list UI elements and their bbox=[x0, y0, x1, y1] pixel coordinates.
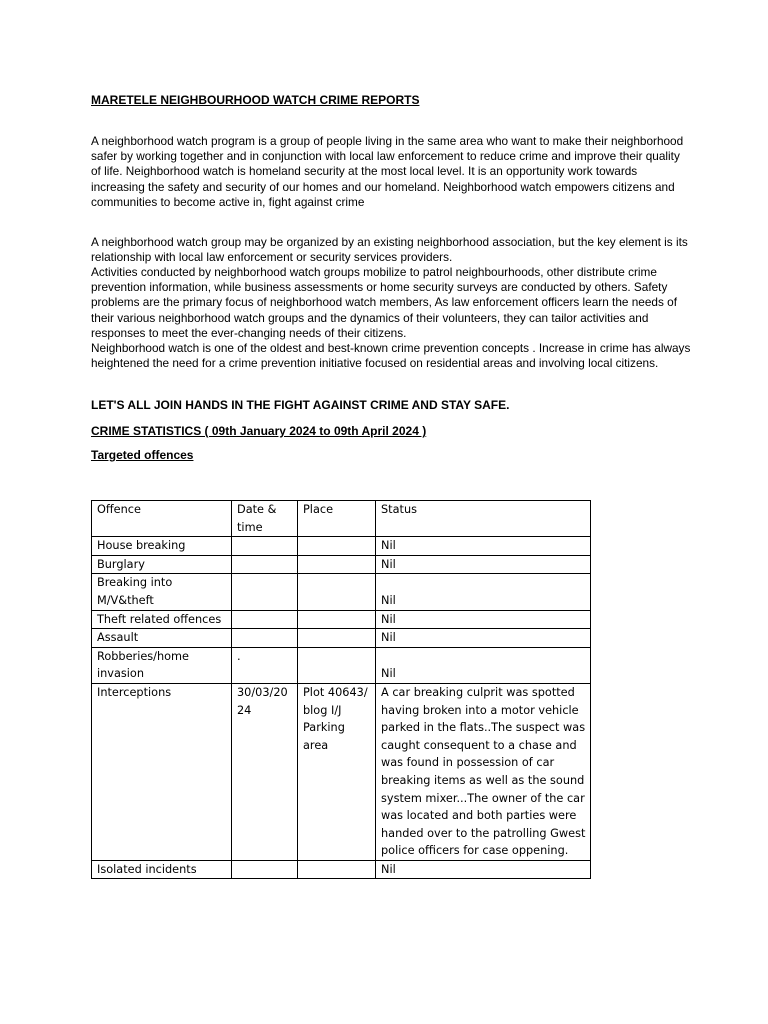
date-time-cell: . bbox=[232, 647, 298, 683]
header-status: Status bbox=[376, 501, 591, 537]
targeted-offences-heading: Targeted offences bbox=[91, 448, 194, 462]
date-time-cell bbox=[232, 629, 298, 648]
header-offence: Offence bbox=[92, 501, 232, 537]
offence-cell: Assault bbox=[92, 629, 232, 648]
organization-paragraph: A neighborhood watch group may be organized by an existing neighborhood association, but the key element is its relationship with local law enforcement or security services providers. bbox=[91, 235, 688, 265]
table-row bbox=[92, 629, 591, 648]
slogan: LET'S ALL JOIN HANDS IN THE FIGHT AGAINST CRIME AND STAY SAFE. bbox=[91, 398, 510, 412]
date-time-cell bbox=[232, 537, 298, 556]
offence-cell: Breaking into M/V&theft bbox=[92, 574, 232, 610]
table-row bbox=[92, 647, 591, 683]
place-cell bbox=[298, 610, 376, 629]
activities-paragraph: Activities conducted by neighborhood watch groups mobilize to patrol neighbourhoods, other distribute crime prevention information, while business assessments or home security surveys are conducted by others. Safety problems are the primary focus of neighborhood watch members, As law enforcement officers learn the needs of their various neighborhood watch groups and the dynamics of their volunteers, they can tailor activities and responses to meet the ever-changing needs of their citizens. bbox=[91, 265, 677, 340]
status-cell: Nil bbox=[376, 610, 591, 629]
offence-cell: Robberies/home invasion bbox=[92, 647, 232, 683]
table-header-row bbox=[92, 501, 591, 537]
table-row bbox=[92, 555, 591, 574]
place-cell bbox=[298, 537, 376, 556]
document-title: MARETELE NEIGHBOURHOOD WATCH CRIME REPORTS bbox=[91, 93, 420, 107]
status-cell: A car breaking culprit was spotted having broken into a motor vehicle parked in the flats..The suspect was caught consequent to a chase and was found in possession of car breaking items as well as the sound system mixer...The owner of the car was located and both parties were handed over to the patrolling Gwest police officers for case oppening. bbox=[376, 683, 591, 860]
status-cell: Nil bbox=[376, 860, 591, 879]
place-cell bbox=[298, 555, 376, 574]
place-cell bbox=[298, 647, 376, 683]
date-time-cell bbox=[232, 555, 298, 574]
concept-paragraph: Neighborhood watch is one of the oldest and best-known crime prevention concepts . Increase in crime has always heightened the need for a crime prevention initiative focused on residential areas and involving local citizens. bbox=[91, 341, 691, 371]
header-date-time: Date & time bbox=[232, 501, 298, 537]
offences-table bbox=[91, 500, 591, 879]
offence-cell: Theft related offences bbox=[92, 610, 232, 629]
place-cell: Plot 40643/ blog I/J Parking area bbox=[298, 683, 376, 860]
intro-paragraph: A neighborhood watch program is a group of people living in the same area who want to make their neighborhood safer by working together and in conjunction with local law enforcement to reduce crime and improve their quality of life. Neighborhood watch is homeland security at the most local level. It is an opportunity work towards increasing the safety and security of our homes and our homeland. Neighborhood watch empowers citizens and communities to become active in, fight against crime bbox=[91, 134, 684, 209]
place-cell bbox=[298, 860, 376, 879]
status-cell: Nil bbox=[376, 537, 591, 556]
table-row bbox=[92, 574, 591, 610]
table-row bbox=[92, 860, 591, 879]
header-place: Place bbox=[298, 501, 376, 537]
status-cell: Nil bbox=[376, 647, 591, 683]
status-cell: Nil bbox=[376, 555, 591, 574]
offence-cell: Burglary bbox=[92, 555, 232, 574]
date-time-cell bbox=[232, 574, 298, 610]
offence-cell: Interceptions bbox=[92, 683, 232, 860]
table-row bbox=[92, 683, 591, 860]
date-time-cell bbox=[232, 860, 298, 879]
offence-cell: Isolated incidents bbox=[92, 860, 232, 879]
place-cell bbox=[298, 574, 376, 610]
place-cell bbox=[298, 629, 376, 648]
date-time-cell bbox=[232, 610, 298, 629]
table-row bbox=[92, 610, 591, 629]
status-cell: Nil bbox=[376, 574, 591, 610]
status-cell: Nil bbox=[376, 629, 591, 648]
offence-cell: House breaking bbox=[92, 537, 232, 556]
date-time-cell: 30/03/2024 bbox=[232, 683, 298, 860]
table-row bbox=[92, 537, 591, 556]
crime-statistics-heading: CRIME STATISTICS ( 09th January 2024 to 09th April 2024 ) bbox=[91, 424, 427, 438]
